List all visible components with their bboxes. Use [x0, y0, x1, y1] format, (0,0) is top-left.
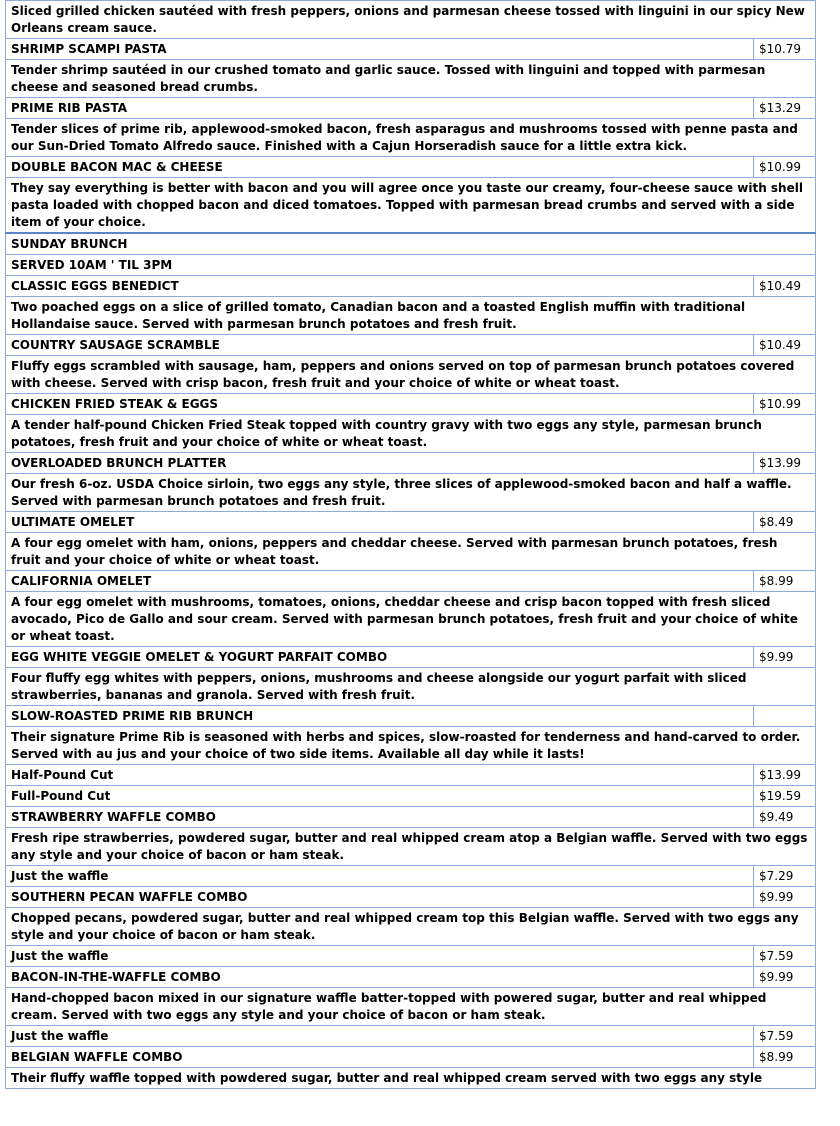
item-price: $10.49: [754, 335, 816, 356]
item-price: $9.99: [754, 887, 816, 908]
item-price: $7.29: [754, 866, 816, 887]
item-description: Their signature Prime Rib is seasoned with herbs and spices, slow-roasted for tenderness and hand-carved to order. Served with au jus and your choice of two side items. Available all day while it lasts!: [6, 727, 816, 765]
menu-item-row: [6, 453, 816, 474]
item-description: Our fresh 6-oz. USDA Choice sirloin, two eggs any style, three slices of applewood-smoked bacon and half a waffle. Served with parmesan brunch potatoes and fresh fruit.: [6, 474, 816, 512]
item-price: $9.49: [754, 807, 816, 828]
item-description: Hand-chopped bacon mixed in our signature waffle batter-topped with powered sugar, butter and real whipped cream. Served with two eggs any style and your choice of bacon or ham steak.: [6, 988, 816, 1026]
menu-item-row: [6, 98, 816, 119]
menu-item-row: [6, 647, 816, 668]
section-hours: SERVED 10AM ' TIL 3PM: [6, 255, 816, 276]
description-row: [6, 1, 816, 39]
description-row: [6, 415, 816, 453]
description-row: [6, 297, 816, 335]
subitem-name: Just the waffle: [6, 1026, 754, 1047]
menu-item-row: [6, 967, 816, 988]
subitem-name: Full-Pound Cut: [6, 786, 754, 807]
item-name: EGG WHITE VEGGIE OMELET & YOGURT PARFAIT COMBO: [6, 647, 754, 668]
item-price: $8.49: [754, 512, 816, 533]
description-row: [6, 356, 816, 394]
item-price: $13.29: [754, 98, 816, 119]
menu-item-row: [6, 571, 816, 592]
subitem-name: Half-Pound Cut: [6, 765, 754, 786]
description-row: [6, 668, 816, 706]
item-description: Tender slices of prime rib, applewood-smoked bacon, fresh asparagus and mushrooms tossed with penne pasta and our Sun-Dried Tomato Alfredo sauce. Finished with a Cajun Horseradish sauce for a little extra kick.: [6, 119, 816, 157]
item-price: $9.99: [754, 967, 816, 988]
item-price: $13.99: [754, 453, 816, 474]
item-name: BACON-IN-THE-WAFFLE COMBO: [6, 967, 754, 988]
subitem-name: Just the waffle: [6, 866, 754, 887]
menu-body: [6, 1, 816, 1089]
section-subheader-row: [6, 255, 816, 276]
section-title: SUNDAY BRUNCH: [6, 233, 816, 255]
item-description: A four egg omelet with ham, onions, peppers and cheddar cheese. Served with parmesan brunch potatoes, fresh fruit and your choice of white or wheat toast.: [6, 533, 816, 571]
menu-item-row: [6, 807, 816, 828]
description-row: [6, 988, 816, 1026]
item-description: Two poached eggs on a slice of grilled tomato, Canadian bacon and a toasted English muffin with traditional Hollandaise sauce. Served with parmesan brunch potatoes and fresh fruit.: [6, 297, 816, 335]
item-price: $8.99: [754, 571, 816, 592]
item-name: SOUTHERN PECAN WAFFLE COMBO: [6, 887, 754, 908]
menu-item-row: [6, 39, 816, 60]
description-row: [6, 727, 816, 765]
description-row: [6, 1068, 816, 1089]
item-price: $10.49: [754, 276, 816, 297]
description-row: [6, 828, 816, 866]
menu-item-row: [6, 887, 816, 908]
menu-item-row: [6, 706, 816, 727]
item-name: OVERLOADED BRUNCH PLATTER: [6, 453, 754, 474]
item-name: COUNTRY SAUSAGE SCRAMBLE: [6, 335, 754, 356]
item-name: CHICKEN FRIED STEAK & EGGS: [6, 394, 754, 415]
item-name: PRIME RIB PASTA: [6, 98, 754, 119]
menu-subitem-row: [6, 1026, 816, 1047]
menu-item-row: [6, 1047, 816, 1068]
item-description: Tender shrimp sautéed in our crushed tomato and garlic sauce. Tossed with linguini and topped with parmesan cheese and seasoned bread crumbs.: [6, 60, 816, 98]
item-name: CLASSIC EGGS BENEDICT: [6, 276, 754, 297]
description-row: [6, 119, 816, 157]
item-name: DOUBLE BACON MAC & CHEESE: [6, 157, 754, 178]
menu-subitem-row: [6, 786, 816, 807]
item-price: [754, 706, 816, 727]
description-row: [6, 533, 816, 571]
item-name: SHRIMP SCAMPI PASTA: [6, 39, 754, 60]
item-price: $7.59: [754, 946, 816, 967]
item-name: ULTIMATE OMELET: [6, 512, 754, 533]
item-description: Chopped pecans, powdered sugar, butter and real whipped cream top this Belgian waffle. Served with two eggs any style and your choice of bacon or ham steak.: [6, 908, 816, 946]
item-price: $10.79: [754, 39, 816, 60]
item-description: A tender half-pound Chicken Fried Steak topped with country gravy with two eggs any style, parmesan brunch potatoes, fresh fruit and your choice of white or wheat toast.: [6, 415, 816, 453]
menu-item-row: [6, 276, 816, 297]
item-description: Sliced grilled chicken sautéed with fresh peppers, onions and parmesan cheese tossed with linguini in our spicy New Orleans cream sauce.: [6, 1, 816, 39]
description-row: [6, 908, 816, 946]
item-description: Fresh ripe strawberries, powdered sugar, butter and real whipped cream atop a Belgian waffle. Served with two eggs any style and your choice of bacon or ham steak.: [6, 828, 816, 866]
menu-subitem-row: [6, 946, 816, 967]
menu-item-row: [6, 157, 816, 178]
item-description: Their fluffy waffle topped with powdered sugar, butter and real whipped cream served with two eggs any style: [6, 1068, 816, 1089]
item-description: A four egg omelet with mushrooms, tomatoes, onions, cheddar cheese and crisp bacon topped with fresh sliced avocado, Pico de Gallo and sour cream. Served with parmesan brunch potatoes, fresh fruit and your choice of white or wheat toast.: [6, 592, 816, 647]
menu-subitem-row: [6, 765, 816, 786]
description-row: [6, 60, 816, 98]
item-name: BELGIAN WAFFLE COMBO: [6, 1047, 754, 1068]
menu-table: [5, 0, 816, 1089]
item-name: SLOW-ROASTED PRIME RIB BRUNCH: [6, 706, 754, 727]
menu-subitem-row: [6, 866, 816, 887]
item-price: $13.99: [754, 765, 816, 786]
subitem-name: Just the waffle: [6, 946, 754, 967]
section-header-row: [6, 233, 816, 255]
item-description: Four fluffy egg whites with peppers, onions, mushrooms and cheese alongside our yogurt parfait with sliced strawberries, bananas and granola. Served with fresh fruit.: [6, 668, 816, 706]
menu-item-row: [6, 512, 816, 533]
item-description: They say everything is better with bacon and you will agree once you taste our creamy, four-cheese sauce with shell pasta loaded with chopped bacon and diced tomatoes. Topped with parmesan bread crumbs and served with a side item of your choice.: [6, 178, 816, 234]
description-row: [6, 592, 816, 647]
description-row: [6, 178, 816, 234]
description-row: [6, 474, 816, 512]
item-name: CALIFORNIA OMELET: [6, 571, 754, 592]
menu-item-row: [6, 335, 816, 356]
item-price: $8.99: [754, 1047, 816, 1068]
item-name: STRAWBERRY WAFFLE COMBO: [6, 807, 754, 828]
item-price: $19.59: [754, 786, 816, 807]
item-price: $10.99: [754, 394, 816, 415]
item-description: Fluffy eggs scrambled with sausage, ham, peppers and onions served on top of parmesan brunch potatoes covered with cheese. Served with crisp bacon, fresh fruit and your choice of white or wheat toast.: [6, 356, 816, 394]
item-price: $7.59: [754, 1026, 816, 1047]
item-price: $10.99: [754, 157, 816, 178]
item-price: $9.99: [754, 647, 816, 668]
menu-item-row: [6, 394, 816, 415]
